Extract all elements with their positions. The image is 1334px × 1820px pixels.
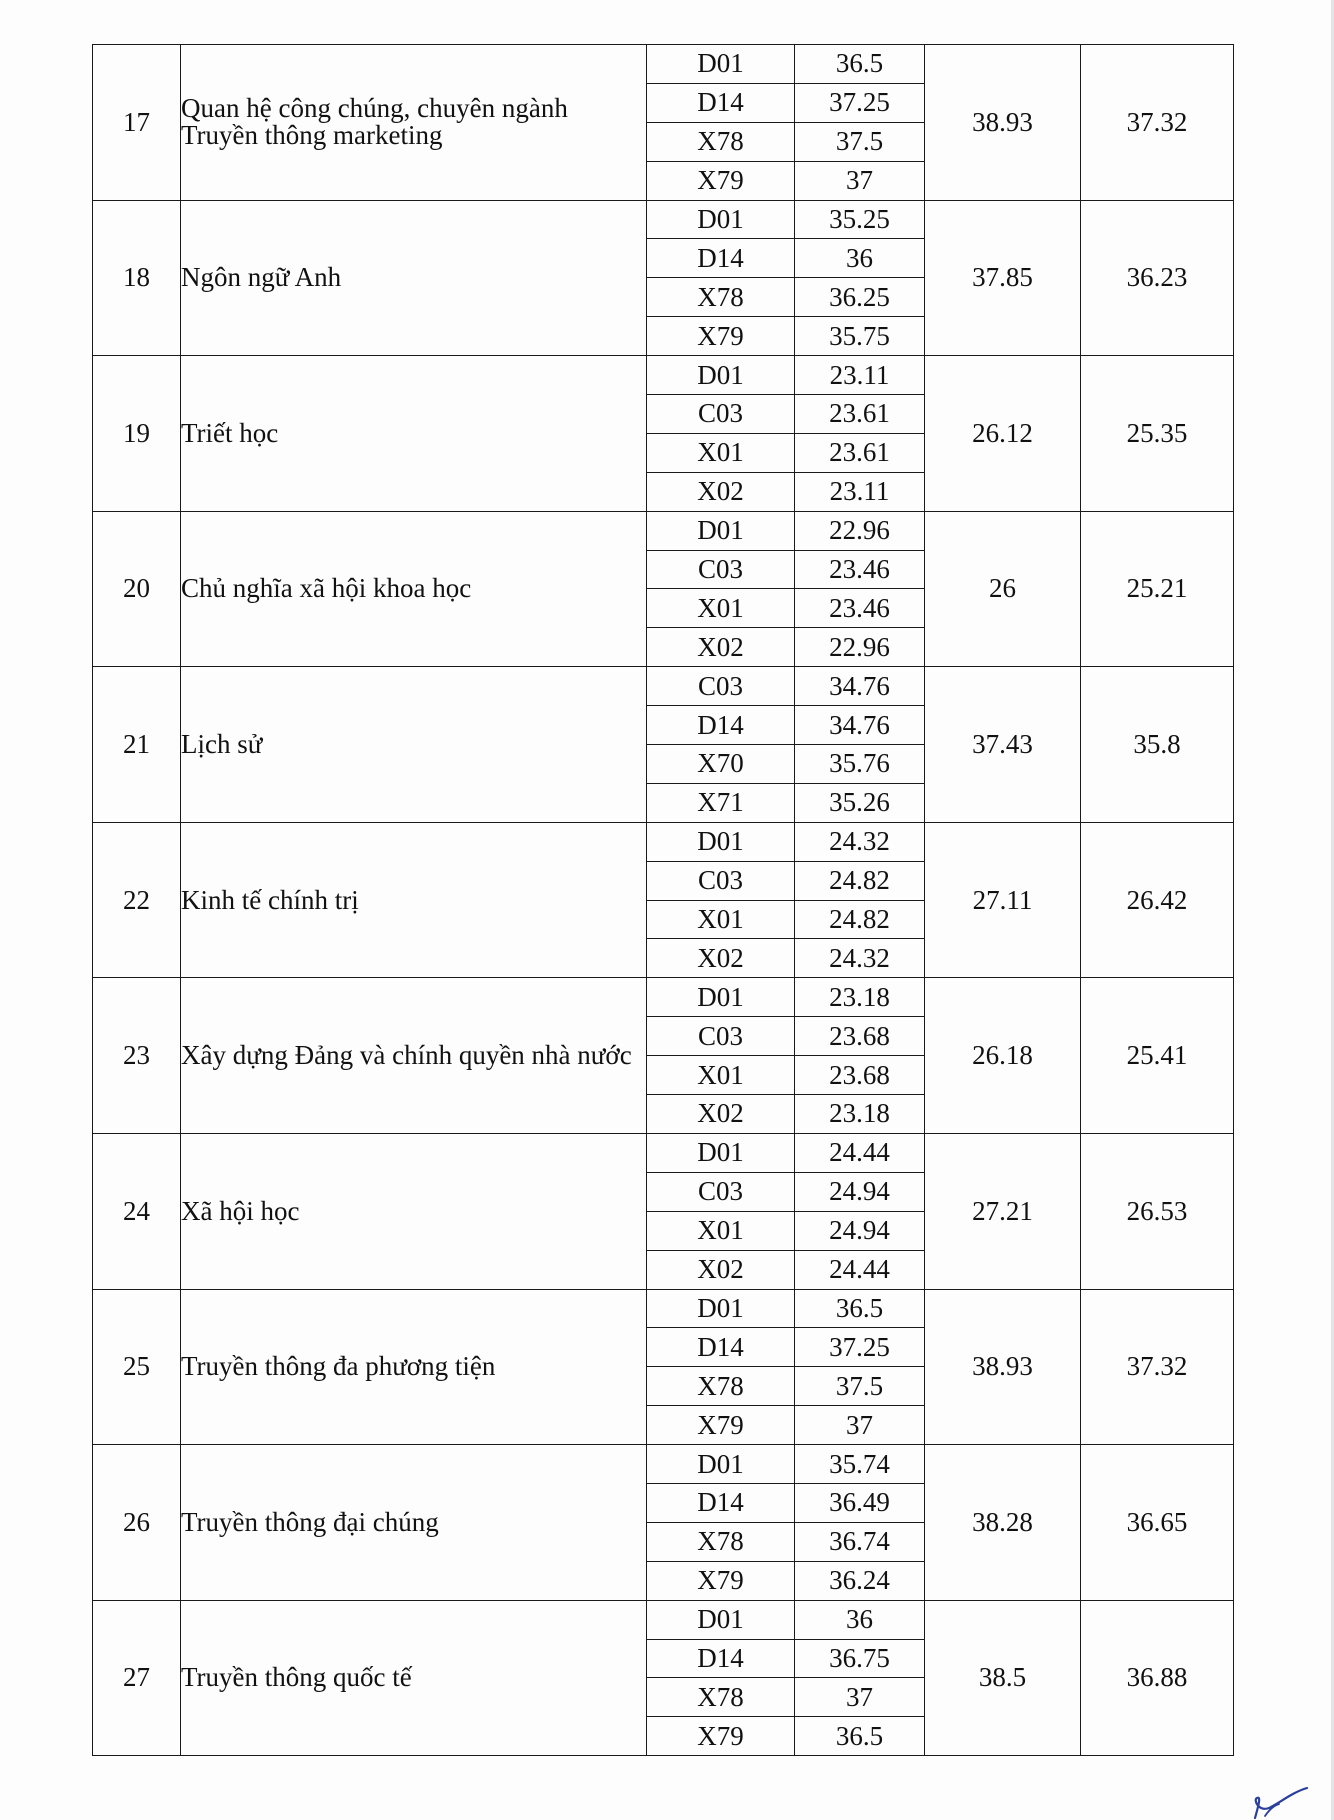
- combination-score-cell: 23.18: [795, 978, 925, 1017]
- subject-combination-cell: D01: [647, 511, 795, 550]
- table-row: [93, 667, 1234, 706]
- combination-score-cell: 23.46: [795, 589, 925, 628]
- combination-score-cell: 36.5: [795, 1717, 925, 1756]
- subject-combination-cell: X02: [647, 1250, 795, 1289]
- row-number-cell: 22: [93, 822, 181, 978]
- subject-combination-cell: X01: [647, 589, 795, 628]
- score-column-5-cell: 36.23: [1081, 200, 1234, 356]
- combination-score-cell: 22.96: [795, 511, 925, 550]
- table-row: [93, 1133, 1234, 1172]
- score-column-4-cell: 27.11: [925, 822, 1081, 978]
- combination-score-cell: 23.61: [795, 433, 925, 472]
- major-name-cell: Xây dựng Đảng và chính quyền nhà nước: [181, 978, 647, 1134]
- subject-combination-cell: C03: [647, 550, 795, 589]
- combination-score-cell: 24.82: [795, 861, 925, 900]
- subject-combination-cell: X01: [647, 1056, 795, 1095]
- combination-score-cell: 24.94: [795, 1211, 925, 1250]
- subject-combination-cell: D01: [647, 1289, 795, 1328]
- score-column-5-cell: 35.8: [1081, 667, 1234, 823]
- major-name-cell: Kinh tế chính trị: [181, 822, 647, 978]
- combination-score-cell: 23.11: [795, 472, 925, 511]
- row-number-cell: 23: [93, 978, 181, 1134]
- combination-score-cell: 34.76: [795, 667, 925, 706]
- combination-score-cell: 37: [795, 161, 925, 200]
- combination-score-cell: 37.5: [795, 122, 925, 161]
- score-column-4-cell: 26.18: [925, 978, 1081, 1134]
- table-row: [93, 356, 1234, 395]
- row-number-cell: 20: [93, 511, 181, 667]
- combination-score-cell: 36.25: [795, 278, 925, 317]
- combination-score-cell: 36: [795, 1600, 925, 1639]
- subject-combination-cell: D14: [647, 706, 795, 745]
- combination-score-cell: 23.46: [795, 550, 925, 589]
- subject-combination-cell: C03: [647, 395, 795, 434]
- combination-score-cell: 36.5: [795, 1289, 925, 1328]
- subject-combination-cell: D01: [647, 356, 795, 395]
- row-number-cell: 24: [93, 1133, 181, 1289]
- table-row: [93, 978, 1234, 1017]
- subject-combination-cell: C03: [647, 861, 795, 900]
- subject-combination-cell: X78: [647, 1678, 795, 1717]
- table-row: [93, 511, 1234, 550]
- table-row: [93, 200, 1234, 239]
- major-name-cell: Truyền thông đại chúng: [181, 1445, 647, 1601]
- score-column-5-cell: 25.41: [1081, 978, 1234, 1134]
- combination-score-cell: 37.25: [795, 83, 925, 122]
- major-name-cell: Quan hệ công chúng, chuyên ngành Truyền thông marketing: [181, 45, 647, 201]
- subject-combination-cell: D01: [647, 1133, 795, 1172]
- combination-score-cell: 23.18: [795, 1095, 925, 1134]
- score-column-4-cell: 38.93: [925, 1289, 1081, 1445]
- table-row: [93, 822, 1234, 861]
- combination-score-cell: 24.32: [795, 822, 925, 861]
- combination-score-cell: 35.25: [795, 200, 925, 239]
- score-column-4-cell: 38.5: [925, 1600, 1081, 1756]
- score-column-5-cell: 36.88: [1081, 1600, 1234, 1756]
- row-number-cell: 25: [93, 1289, 181, 1445]
- major-name-cell: Xã hội học: [181, 1133, 647, 1289]
- subject-combination-cell: X78: [647, 278, 795, 317]
- subject-combination-cell: D14: [647, 83, 795, 122]
- combination-score-cell: 36.24: [795, 1561, 925, 1600]
- combination-score-cell: 35.75: [795, 317, 925, 356]
- combination-score-cell: 36.74: [795, 1522, 925, 1561]
- subject-combination-cell: X79: [647, 1406, 795, 1445]
- combination-score-cell: 24.44: [795, 1133, 925, 1172]
- score-column-5-cell: 37.32: [1081, 45, 1234, 201]
- subject-combination-cell: C03: [647, 667, 795, 706]
- table-row: [93, 1289, 1234, 1328]
- row-number-cell: 17: [93, 45, 181, 201]
- signature-mark: [1235, 1770, 1315, 1820]
- table-row: [93, 1600, 1234, 1639]
- score-column-4-cell: 38.28: [925, 1445, 1081, 1601]
- subject-combination-cell: C03: [647, 1172, 795, 1211]
- major-name-cell: Truyền thông quốc tế: [181, 1600, 647, 1756]
- combination-score-cell: 23.68: [795, 1056, 925, 1095]
- subject-combination-cell: X78: [647, 1522, 795, 1561]
- subject-combination-cell: X02: [647, 628, 795, 667]
- subject-combination-cell: X78: [647, 122, 795, 161]
- admission-scores-table: [92, 44, 1234, 1756]
- subject-combination-cell: D01: [647, 1600, 795, 1639]
- subject-combination-cell: C03: [647, 1017, 795, 1056]
- major-name-cell: Chủ nghĩa xã hội khoa học: [181, 511, 647, 667]
- combination-score-cell: 23.68: [795, 1017, 925, 1056]
- combination-score-cell: 37: [795, 1678, 925, 1717]
- row-number-cell: 21: [93, 667, 181, 823]
- subject-combination-cell: D01: [647, 1445, 795, 1484]
- score-column-4-cell: 38.93: [925, 45, 1081, 201]
- subject-combination-cell: X79: [647, 161, 795, 200]
- score-column-5-cell: 25.21: [1081, 511, 1234, 667]
- combination-score-cell: 36.75: [795, 1639, 925, 1678]
- combination-score-cell: 24.32: [795, 939, 925, 978]
- major-name-cell: Triết học: [181, 356, 647, 512]
- combination-score-cell: 36.49: [795, 1483, 925, 1522]
- score-column-5-cell: 25.35: [1081, 356, 1234, 512]
- combination-score-cell: 35.26: [795, 783, 925, 822]
- score-column-4-cell: 37.85: [925, 200, 1081, 356]
- subject-combination-cell: D01: [647, 45, 795, 84]
- combination-score-cell: 23.11: [795, 356, 925, 395]
- subject-combination-cell: X71: [647, 783, 795, 822]
- score-column-4-cell: 27.21: [925, 1133, 1081, 1289]
- score-column-5-cell: 37.32: [1081, 1289, 1234, 1445]
- subject-combination-cell: X01: [647, 433, 795, 472]
- subject-combination-cell: X79: [647, 1717, 795, 1756]
- combination-score-cell: 37.25: [795, 1328, 925, 1367]
- score-column-4-cell: 37.43: [925, 667, 1081, 823]
- subject-combination-cell: X02: [647, 472, 795, 511]
- score-column-4-cell: 26.12: [925, 356, 1081, 512]
- major-name-cell: Lịch sử: [181, 667, 647, 823]
- subject-combination-cell: X70: [647, 745, 795, 784]
- subject-combination-cell: X02: [647, 1095, 795, 1134]
- table-body: [93, 45, 1234, 1756]
- major-name-cell: Truyền thông đa phương tiện: [181, 1289, 647, 1445]
- subject-combination-cell: D14: [647, 1483, 795, 1522]
- subject-combination-cell: X01: [647, 1211, 795, 1250]
- combination-score-cell: 34.76: [795, 706, 925, 745]
- subject-combination-cell: D01: [647, 200, 795, 239]
- score-column-4-cell: 26: [925, 511, 1081, 667]
- combination-score-cell: 24.44: [795, 1250, 925, 1289]
- score-column-5-cell: 26.53: [1081, 1133, 1234, 1289]
- combination-score-cell: 24.82: [795, 900, 925, 939]
- subject-combination-cell: D01: [647, 822, 795, 861]
- combination-score-cell: 37: [795, 1406, 925, 1445]
- combination-score-cell: 35.76: [795, 745, 925, 784]
- row-number-cell: 19: [93, 356, 181, 512]
- subject-combination-cell: D14: [647, 1328, 795, 1367]
- combination-score-cell: 36.5: [795, 45, 925, 84]
- combination-score-cell: 22.96: [795, 628, 925, 667]
- subject-combination-cell: X02: [647, 939, 795, 978]
- score-column-5-cell: 26.42: [1081, 822, 1234, 978]
- subject-combination-cell: X79: [647, 1561, 795, 1600]
- combination-score-cell: 35.74: [795, 1445, 925, 1484]
- subject-combination-cell: D14: [647, 1639, 795, 1678]
- subject-combination-cell: D14: [647, 239, 795, 278]
- subject-combination-cell: X79: [647, 317, 795, 356]
- combination-score-cell: 37.5: [795, 1367, 925, 1406]
- table-row: [93, 45, 1234, 84]
- score-column-5-cell: 36.65: [1081, 1445, 1234, 1601]
- table-row: [93, 1445, 1234, 1484]
- combination-score-cell: 24.94: [795, 1172, 925, 1211]
- row-number-cell: 27: [93, 1600, 181, 1756]
- subject-combination-cell: X01: [647, 900, 795, 939]
- combination-score-cell: 23.61: [795, 395, 925, 434]
- row-number-cell: 26: [93, 1445, 181, 1601]
- major-name-cell: Ngôn ngữ Anh: [181, 200, 647, 356]
- subject-combination-cell: D01: [647, 978, 795, 1017]
- combination-score-cell: 36: [795, 239, 925, 278]
- subject-combination-cell: X78: [647, 1367, 795, 1406]
- row-number-cell: 18: [93, 200, 181, 356]
